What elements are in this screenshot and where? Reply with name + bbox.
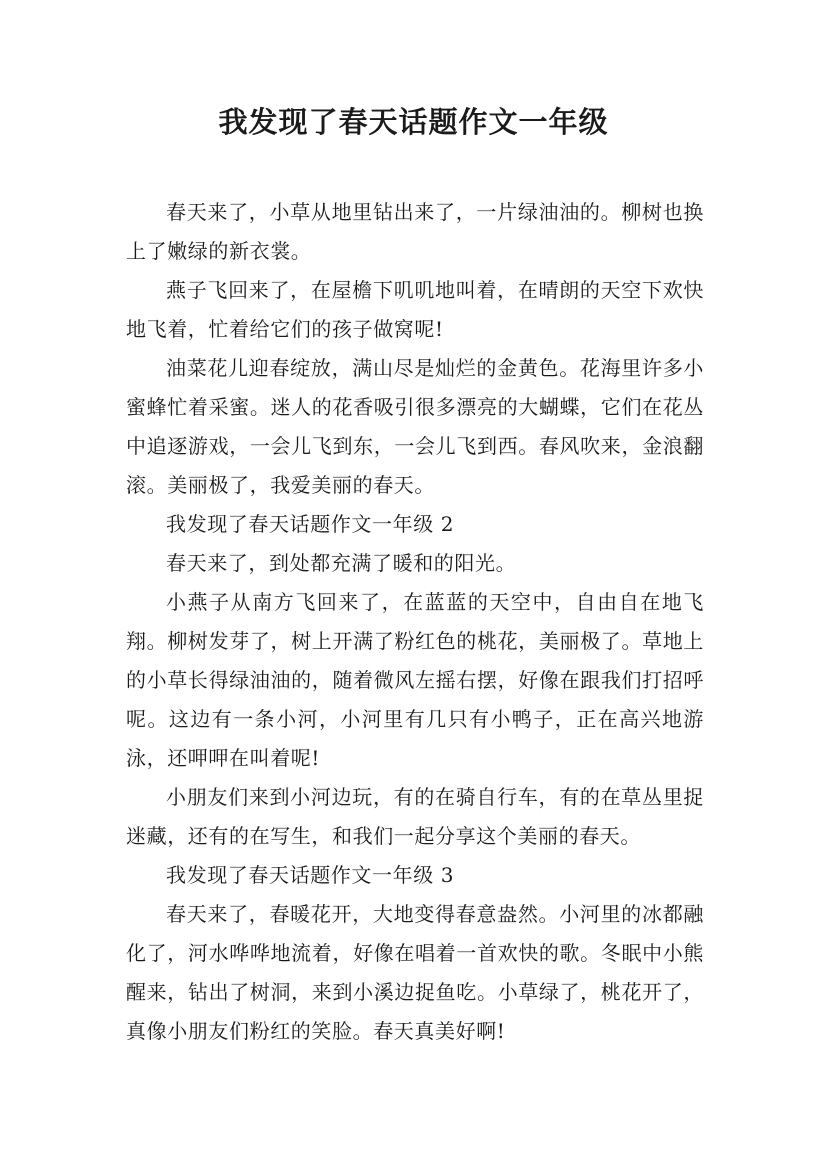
section-heading: 我发现了春天话题作文一年级 2: [166, 512, 455, 536]
paragraph: 春天来了，春暖花开，大地变得春意盎然。小河里的冰都融化了，河水哗哗地流着，好像在唱着一首欢快的歌。冬眠中小熊醒来，钻出了树洞，来到小溪边捉鱼吃。小草绿了，桃花开了，真像小朋友们粉红的笑脸。春天真美好啊!: [126, 902, 704, 1043]
paragraph: 油菜花儿迎春绽放，满山尽是灿烂的金黄色。花海里许多小蜜蜂忙着采蜜。迷人的花香吸引很多漂亮的大蝴蝶，它们在花丛中追逐游戏，一会儿飞到东，一会儿飞到西。春风吹来，金浪翻滚。美丽极了，我爱美丽的春天。: [126, 356, 704, 497]
paragraph: 春天来了，到处都充满了暖和的阳光。: [166, 551, 517, 575]
page-title: 我发现了春天话题作文一年级: [218, 105, 609, 139]
paragraph: 小燕子从南方飞回来了，在蓝蓝的天空中，自由自在地飞翔。柳树发芽了，树上开满了粉红色的桃花，美丽极了。草地上的小草长得绿油油的，随着微风左摇右摆，好像在跟我们打招呼呢。这边有一条小河，小河里有几只有小鸭子，正在高兴地游泳，还呷呷在叫着呢!: [126, 590, 704, 770]
paragraph: 春天来了，小草从地里钻出来了，一片绿油油的。柳树也换上了嫩绿的新衣裳。: [126, 200, 704, 263]
paragraph: 小朋友们来到小河边玩，有的在骑自行车，有的在草丛里捉迷藏，还有的在写生，和我们一起分享这个美丽的春天。: [126, 785, 704, 848]
paragraph: 燕子飞回来了，在屋檐下叽叽地叫着，在晴朗的天空下欢快地飞着，忙着给它们的孩子做窝呢!: [126, 278, 704, 341]
document-body: [126, 193, 704, 1051]
section-heading: 我发现了春天话题作文一年级 3: [166, 863, 455, 887]
